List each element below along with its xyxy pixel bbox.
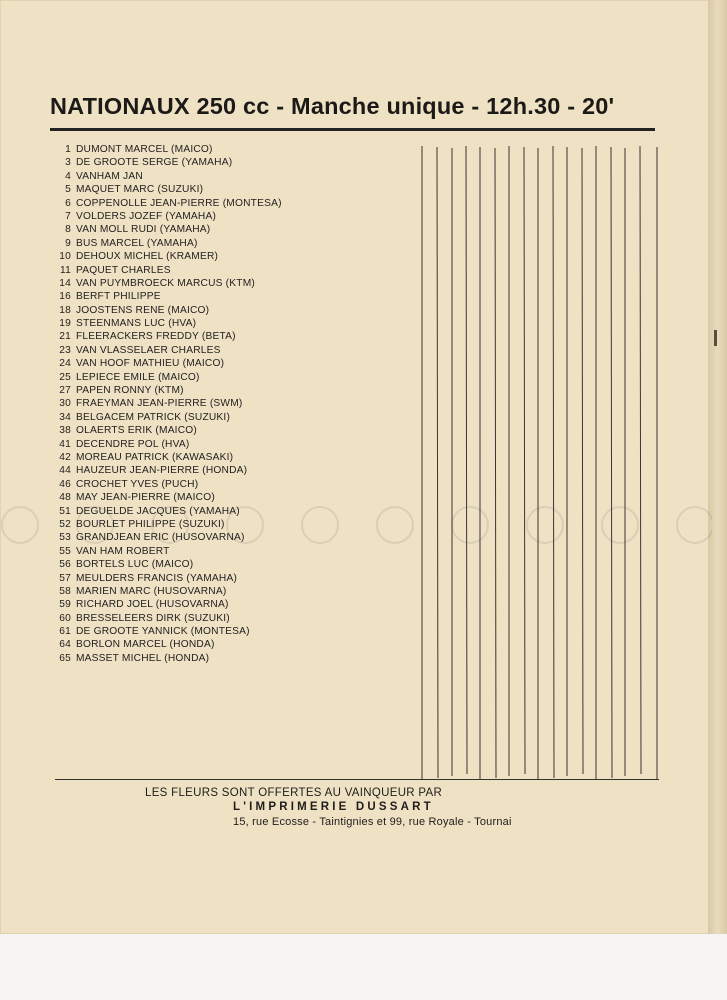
entry-rider: MARIEN MARC (HUSOVARNA) [76,585,227,597]
entry-row [49,344,409,357]
entry-number: 56 [59,559,71,571]
entry-row [49,304,409,317]
entry-number: 58 [59,585,71,597]
entry-number: 64 [59,639,71,651]
entry-number: 4 [65,170,71,182]
entry-row [49,531,409,544]
entry-number: 38 [59,425,71,437]
entry-number: 42 [59,451,71,463]
scan-margin [0,934,727,1000]
entry-rider: DE GROOTE YANNICK (MONTESA) [76,626,250,638]
lap-tally-grid [410,142,665,782]
entry-rider: VAN HAM ROBERT [76,545,170,557]
entry-number: 34 [59,411,71,423]
entry-rider: BORLON MARCEL (HONDA) [76,639,215,651]
entry-row [49,317,409,330]
entry-rider: VAN HOOF MATHIEU (MAICO) [76,358,225,370]
entry-row [49,572,409,585]
entry-rider: BOURLET PHILIPPE (SUZUKI) [76,518,225,530]
entry-number: 25 [59,371,71,383]
entry-row [49,210,409,223]
entry-rider: OLAERTS ERIK (MAICO) [76,425,197,437]
entry-rider: DUMONT MARCEL (MAICO) [76,144,213,155]
entry-number: 59 [59,599,71,611]
entry-number: 23 [59,344,71,356]
entry-rider: VANHAM JAN [76,170,143,182]
entry-row [49,264,409,277]
entry-number: 14 [59,277,71,289]
entry-rider: FRAEYMAN JEAN-PIERRE (SWM) [76,398,243,410]
entry-row [49,558,409,571]
entry-number: 21 [59,331,71,343]
entry-number: 61 [59,626,71,638]
entry-rider: MAY JEAN-PIERRE (MAICO) [76,492,215,504]
entry-number: 9 [65,237,71,249]
entry-row [49,223,409,236]
entry-number: 3 [65,157,71,169]
sponsor-name: L'IMPRIMERIE DUSSART [233,801,434,813]
lap-column-line [640,146,641,774]
entry-number: 24 [59,358,71,370]
entry-row [49,330,409,343]
entry-row [49,411,409,424]
entry-row [49,424,409,437]
entry-number: 60 [59,612,71,624]
entry-number: 1 [65,144,71,155]
lap-column-line [524,147,525,774]
entry-rider: CROCHET YVES (PUCH) [76,478,199,490]
entry-rider: MOREAU PATRICK (KAWASAKI) [76,451,234,463]
entry-rider: VAN MOLL RUDI (YAMAHA) [76,224,211,236]
entry-rider: BELGACEM PATRICK (SUZUKI) [76,411,231,423]
entry-number: 8 [65,224,71,236]
edge-mark [714,330,717,346]
lap-column-line [466,146,467,774]
entry-row [49,397,409,410]
entry-rider: GRANDJEAN ERIC (HUSOVARNA) [76,532,245,544]
entry-rider: PAPEN RONNY (KTM) [76,385,184,397]
entry-row [49,237,409,250]
entry-number: 10 [59,251,71,263]
entry-number: 6 [65,197,71,209]
entry-row [49,156,409,169]
entry-number: 19 [59,318,71,330]
page-edge [708,0,727,934]
entry-row [49,505,409,518]
lap-column-line [495,148,496,778]
entry-rider: HAUZEUR JEAN-PIERRE (HONDA) [76,465,248,477]
entry-row [49,545,409,558]
entry-rider: JOOSTENS RENE (MAICO) [76,304,210,316]
entry-row [49,438,409,451]
entry-row [49,170,409,183]
entry-row [49,652,409,665]
entry-row [49,197,409,210]
entry-row [49,491,409,504]
lap-column-line [437,147,438,778]
entry-number: 53 [59,532,71,544]
entry-row [49,290,409,303]
entry-number: 41 [59,438,71,450]
entry-row [49,143,409,156]
entry-number: 57 [59,572,71,584]
entry-row [49,451,409,464]
entry-number: 5 [65,184,71,196]
entry-row [49,585,409,598]
entry-rider: COPPENOLLE JEAN-PIERRE (MONTESA) [76,197,282,209]
entry-row [49,464,409,477]
entry-row [49,250,409,263]
entry-rider: BRESSELEERS DIRK (SUZUKI) [76,612,230,624]
sponsor-intro: LES FLEURS SONT OFFERTES AU VAINQUEUR PAR [145,787,443,799]
entry-row [49,625,409,638]
entry-row [49,518,409,531]
sponsor-address: 15, rue Ecosse - Taintignies et 99, rue Royale - Tournai [233,816,512,828]
entry-row [49,478,409,491]
entry-row [49,598,409,611]
entry-number: 51 [59,505,71,517]
lap-column-line [611,147,612,778]
title-underline [50,128,655,131]
entry-rider: LEPIECE EMILE (MAICO) [76,371,200,383]
lap-column-line [582,148,583,774]
footer-rule [55,779,659,780]
entry-number: 18 [59,304,71,316]
entry-row [49,612,409,625]
entry-rider: DEGUELDE JACQUES (YAMAHA) [76,505,240,517]
entry-row [49,277,409,290]
entry-rider: MASSET MICHEL (HONDA) [76,652,210,664]
entry-rider: MEULDERS FRANCIS (YAMAHA) [76,572,238,584]
entry-list [49,143,409,665]
entry-number: 65 [59,652,71,664]
page-title: NATIONAUX 250 cc - Manche unique - 12h.30 - 20' [50,93,615,119]
entry-rider: VAN PUYMBROECK MARCUS (KTM) [76,277,255,289]
entry-number: 30 [59,398,71,410]
entry-number: 52 [59,518,71,530]
entry-number: 11 [60,264,71,276]
entry-row [49,638,409,651]
entry-rider: PAQUET CHARLES [76,264,171,276]
entry-number: 7 [65,210,71,222]
entry-rider: MAQUET MARC (SUZUKI) [76,184,204,196]
entry-row [49,357,409,370]
entry-number: 27 [59,385,71,397]
entry-rider: DEHOUX MICHEL (KRAMER) [76,251,219,263]
entry-row [49,371,409,384]
entry-rider: BUS MARCEL (YAMAHA) [76,237,198,249]
entry-rider: VOLDERS JOZEF (YAMAHA) [76,210,217,222]
entry-rider: FLEERACKERS FREDDY (BETA) [76,331,236,343]
entry-number: 55 [59,545,71,557]
lap-column-line [553,146,554,778]
entry-rider: RICHARD JOEL (HUSOVARNA) [76,599,229,611]
entry-rider: STEENMANS LUC (HVA) [76,318,197,330]
entry-number: 48 [59,492,71,504]
entry-number: 46 [59,478,71,490]
entry-rider: VAN VLASSELAER CHARLES [76,344,221,356]
entry-number: 44 [59,465,71,477]
entry-rider: DE GROOTE SERGE (YAMAHA) [76,157,233,169]
entry-rider: DECENDRE POL (HVA) [76,438,190,450]
entry-rider: BORTELS LUC (MAICO) [76,559,194,571]
entry-row [49,183,409,196]
entry-row [49,384,409,397]
entry-number: 16 [59,291,71,303]
entry-rider: BERFT PHILIPPE [76,291,161,303]
